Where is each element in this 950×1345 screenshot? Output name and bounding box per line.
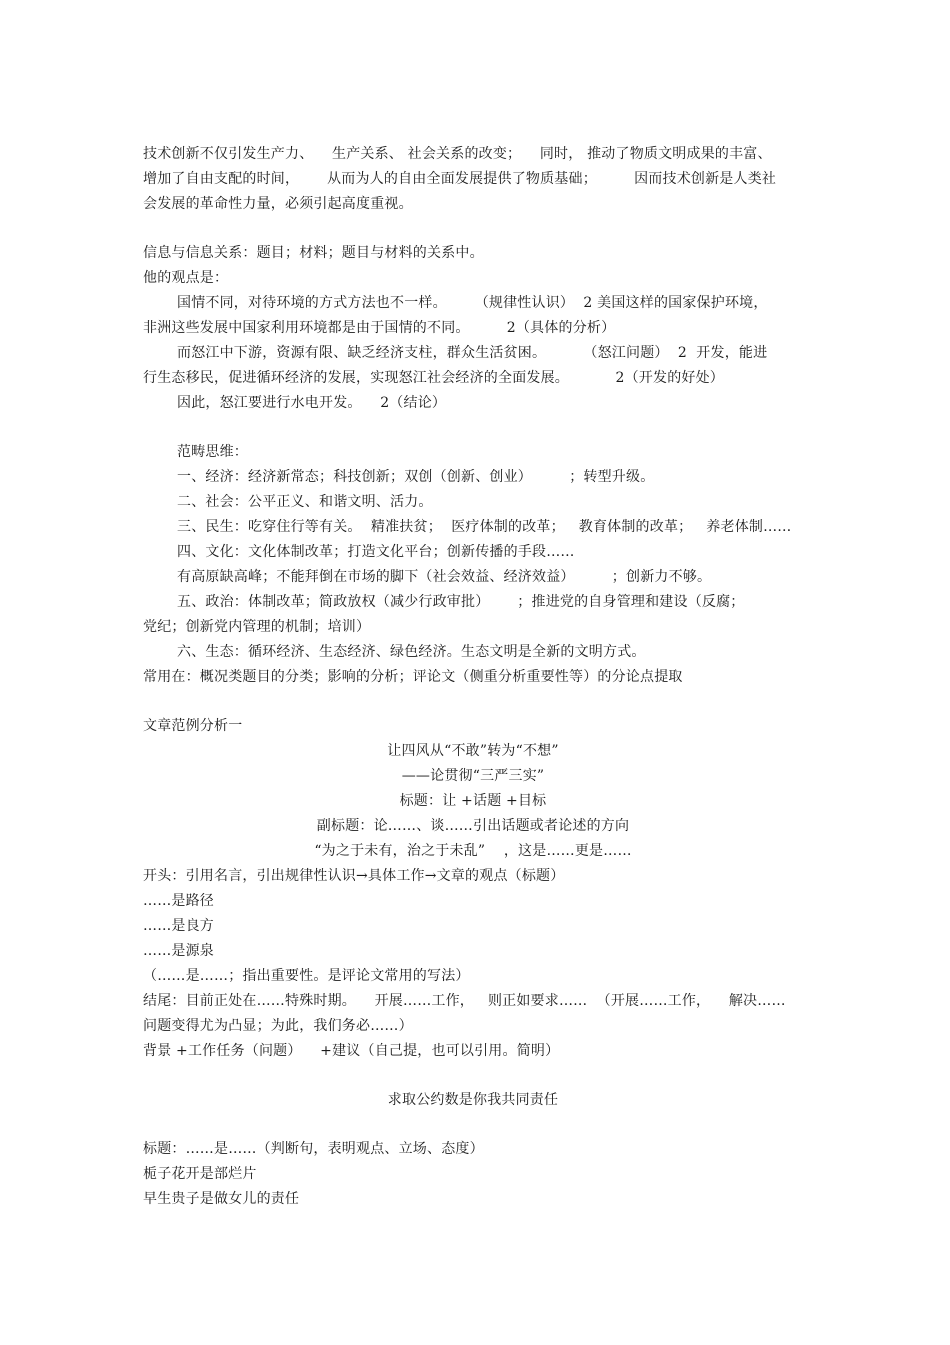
centered-text-line: ——论贯彻“三严三实”	[401, 768, 545, 784]
text-line: 信息与信息关系：题目；材料；题目与材料的关系中。	[143, 245, 484, 261]
text-line: 行生态移民，促进循环经济的发展，实现怒江社会经济的全面发展。 2（开发的好处）	[143, 370, 725, 386]
text-line: 会发展的革命性力量，必须引起高度重视。	[143, 196, 413, 212]
text-line: 因此，怒江要进行水电开发。 2（结论）	[177, 395, 447, 411]
text-line: 非洲这些发展中国家利用环境都是由于国情的不同。 2（具体的分析）	[143, 320, 616, 336]
text-line: ……是路径	[143, 893, 214, 909]
text-line: 问题变得尤为凸显；为此，我们务必……）	[143, 1018, 413, 1034]
text-line: 栀子花开是部烂片	[143, 1166, 257, 1182]
text-line: 背景 +工作任务（问题） +建议（自己提，也可以引用。简明）	[143, 1043, 560, 1059]
text-line: （……是……；指出重要性。是评论文常用的写法）	[143, 968, 470, 984]
text-line: 三、民生：吃穿住行等有关。 精准扶贫； 医疗体制的改革； 教育体制的改革； 养老体制……	[177, 519, 792, 535]
centered-text-line: 让四风从“不敢”转为“不想”	[387, 743, 559, 759]
text-line: 国情不同，对待环境的方式方法也不一样。 （规律性认识） 2 美国这样的国家保护环境，	[177, 295, 768, 311]
text-line: 常用在：概况类题目的分类；影响的分析；评论文（侧重分析重要性等）的分论点提取	[143, 669, 683, 685]
centered-text-line: “为之于未有，治之于未乱” ，这是……更是……	[314, 843, 632, 859]
text-line: 标题：……是……（判断句，表明观点、立场、态度）	[143, 1141, 484, 1157]
text-line: 五、政治：体制改革；简政放权（减少行政审批） ；推进党的自身管理和建设（反腐；	[177, 594, 745, 610]
centered-text-line: 求取公约数是你我共同责任	[387, 1092, 559, 1108]
text-line: ……是良方	[143, 918, 214, 934]
text-line: 一、经济：经济新常态；科技创新；双创（创新、创业） ；转型升级。	[177, 469, 655, 485]
text-line: 六、生态：循环经济、生态经济、绿色经济。生态文明是全新的文明方式。	[177, 644, 646, 660]
text-line: 技术创新不仅引发生产力、 生产关系、 社会关系的改变； 同时， 推动了物质文明成果的丰富、	[143, 146, 772, 162]
text-line: 有高原缺高峰；不能拜倒在市场的脚下（社会效益、经济效益） ；创新力不够。	[177, 569, 712, 585]
text-line: 文章范例分析一	[143, 718, 243, 734]
text-line: 增加了自由支配的时间， 从而为人的自由全面发展提供了物质基础； 因而技术创新是人类社	[143, 171, 777, 187]
text-line: ……是源泉	[143, 943, 214, 959]
text-line: 四、文化：文化体制改革；打造文化平台；创新传播的手段……	[177, 544, 575, 560]
centered-text-line: 标题：让 +话题 +目标	[399, 793, 547, 809]
text-line: 结尾：目前正处在……特殊时期。 开展……工作， 则正如要求…… （开展……工作， 解决……	[143, 993, 786, 1009]
text-line: 党纪；创新党内管理的机制；培训）	[143, 619, 371, 635]
text-line: 早生贵子是做女儿的责任	[143, 1191, 300, 1207]
text-line: 他的观点是：	[143, 270, 229, 286]
centered-text-line: 副标题：论……、谈……引出话题或者论述的方向	[316, 818, 630, 834]
text-line: 开头：引用名言，引出规律性认识→具体工作→文章的观点（标题）	[143, 868, 565, 884]
text-line: 而怒江中下游，资源有限、缺乏经济支柱，群众生活贫困。 （怒江问题） 2 开发，能进	[177, 345, 768, 361]
text-line: 二、社会：公平正义、和谐文明、活力。	[177, 494, 433, 510]
text-line: 范畴思维：	[177, 444, 248, 460]
